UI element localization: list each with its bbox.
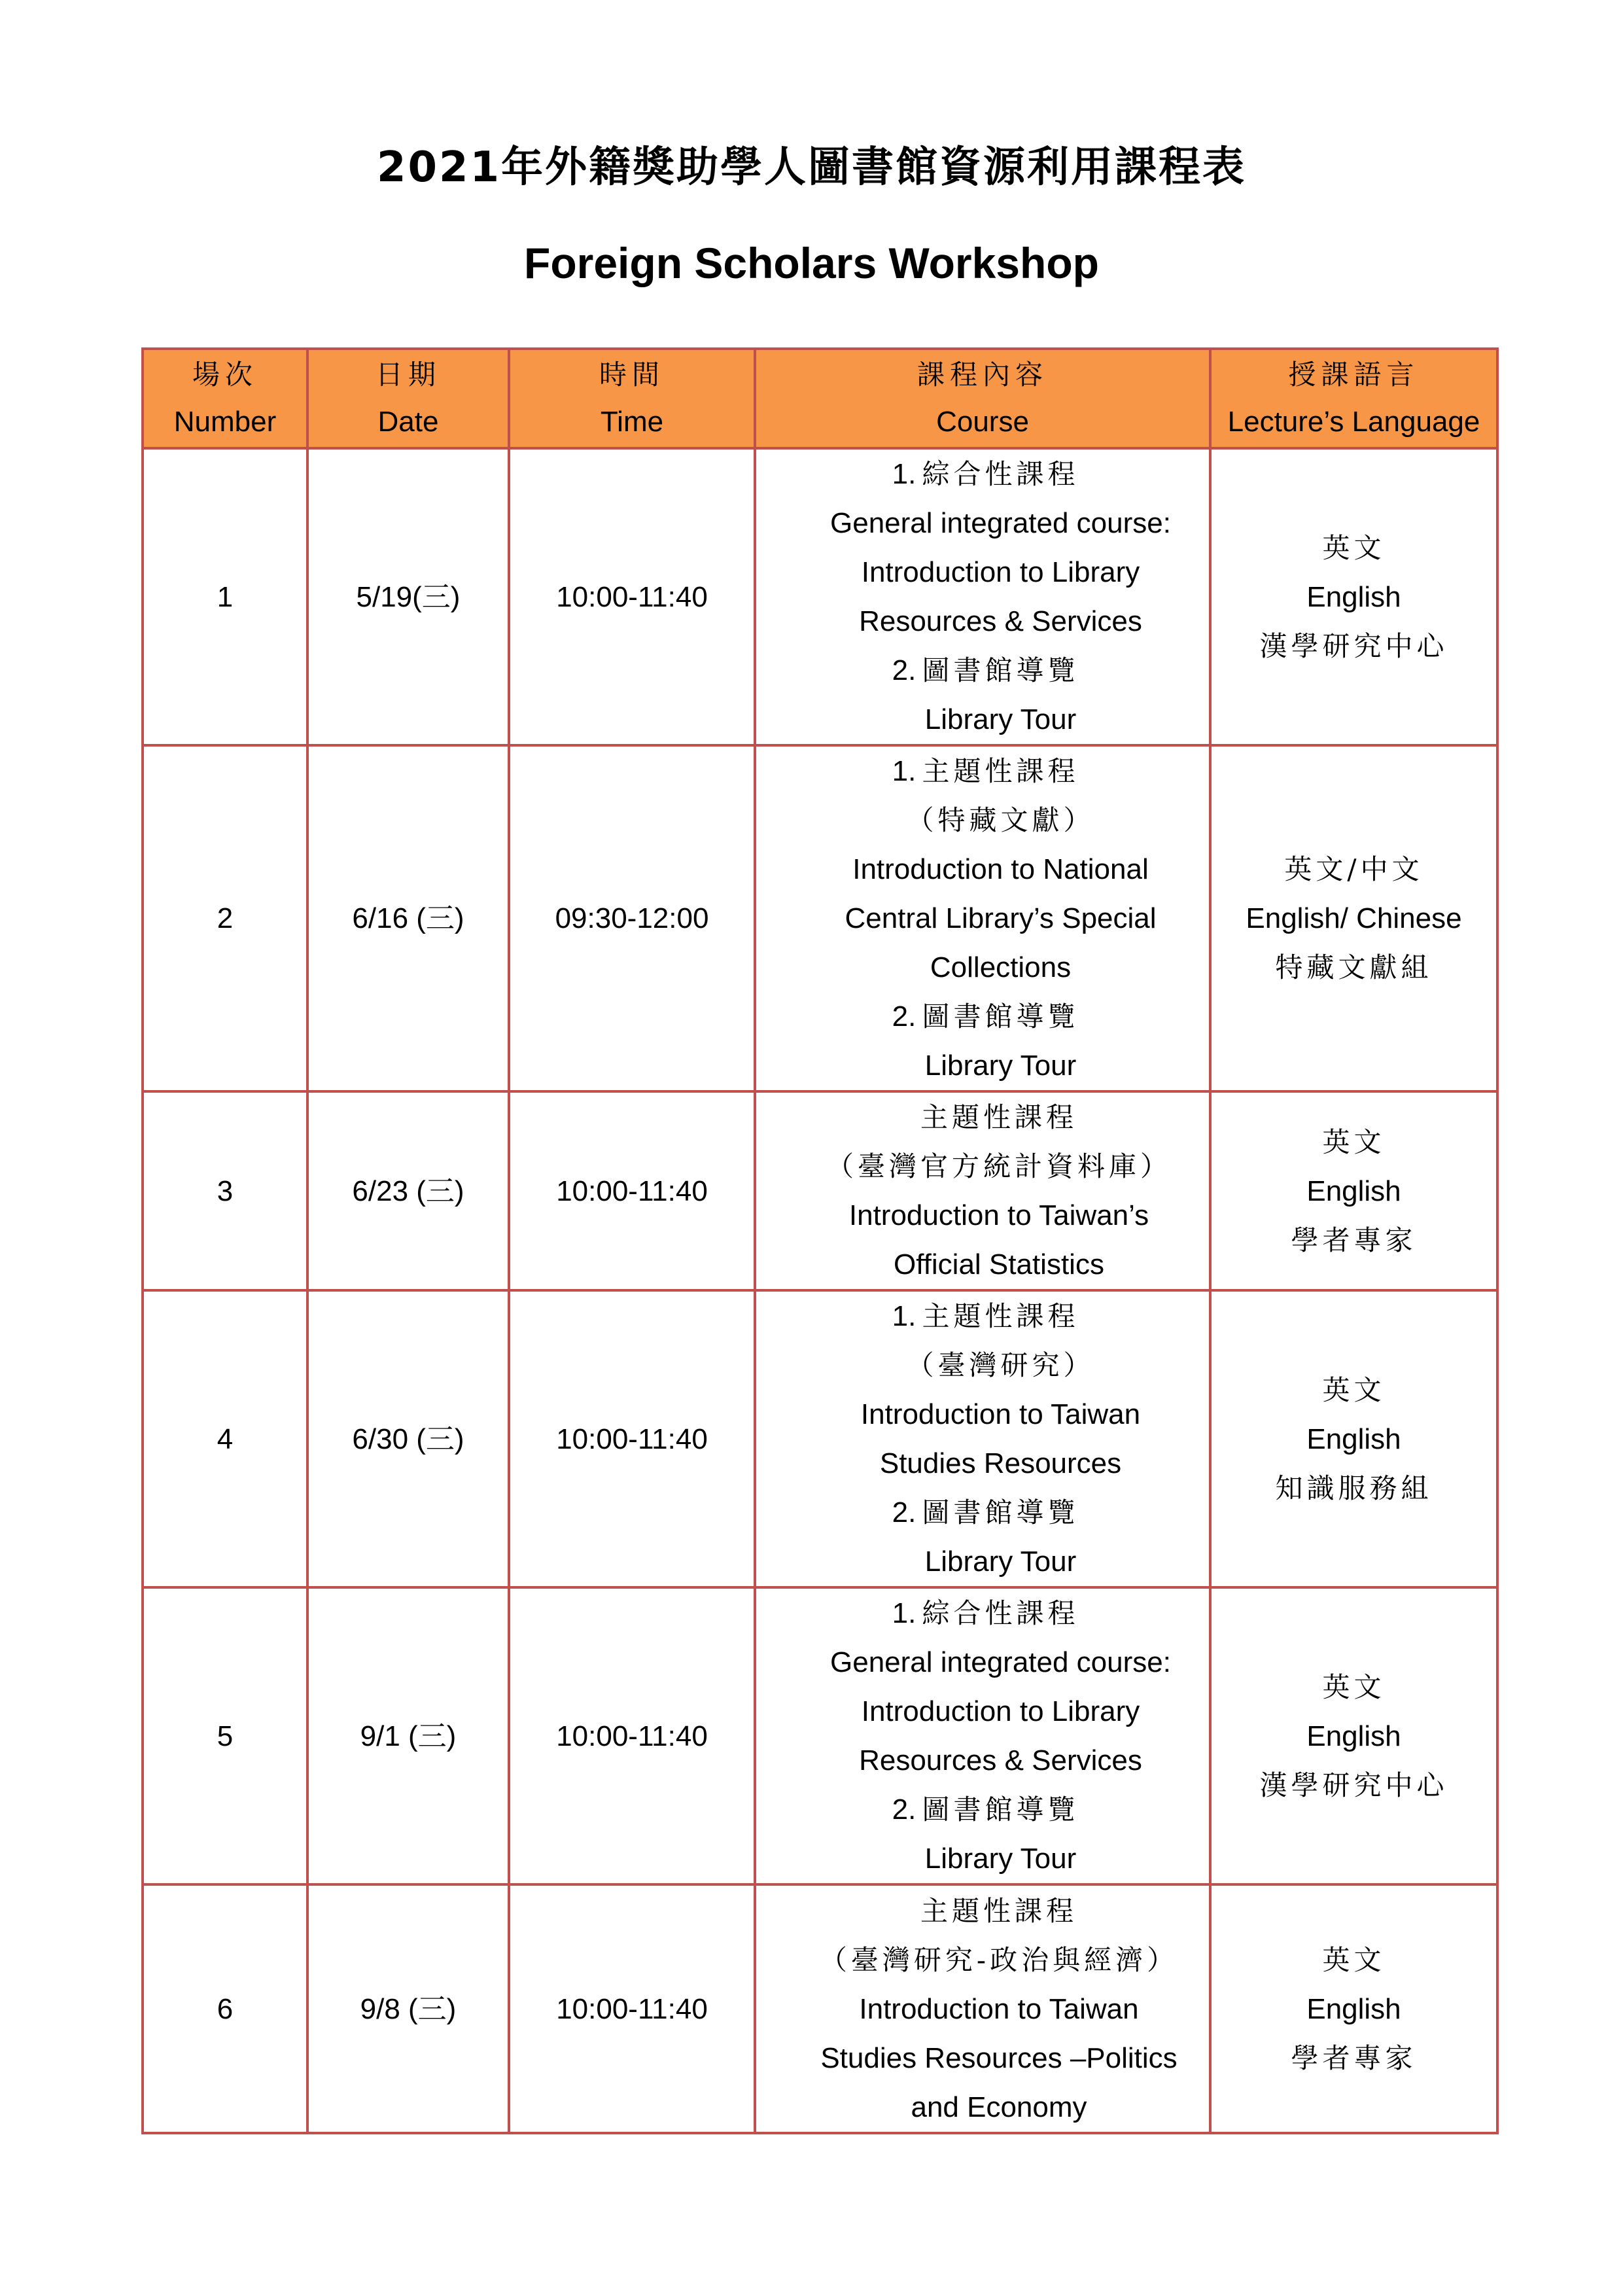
language-line: English [1306, 1992, 1401, 2025]
course-line [756, 2034, 1209, 2083]
course-line [756, 992, 1209, 1041]
session-time: 10:00-11:40 [509, 1884, 755, 2133]
course-line-text: Introduction to National [852, 853, 1149, 885]
page-title-chinese: 2021年外籍獎助學人圖書館資源利用課程表 [376, 143, 1247, 192]
session-number: 4 [143, 1290, 307, 1587]
course-line [756, 1638, 1209, 1687]
header-time-en: Time [600, 406, 664, 438]
course-line [756, 1439, 1209, 1488]
course-line-text: Introduction to Taiwan [859, 1992, 1139, 2025]
course-line [756, 499, 1209, 548]
course-line [756, 1488, 1209, 1537]
header-language-zh: 授課語言 [1288, 359, 1420, 391]
course-line-text: （臺灣研究） [906, 1349, 1095, 1381]
header-course-en: Course [936, 406, 1029, 438]
course-line-text: Library Tour [924, 703, 1077, 735]
header-course [755, 349, 1210, 448]
list-marker: 1. [892, 1300, 916, 1332]
course-line [756, 1935, 1209, 1985]
course-line [756, 1785, 1209, 1834]
table-row [143, 1091, 1497, 1290]
session-number: 2 [143, 745, 307, 1091]
session-number: 6 [143, 1884, 307, 2133]
language-line: 學者專家 [1291, 1224, 1417, 1256]
course-line [756, 1142, 1209, 1191]
course-line [756, 1886, 1209, 1935]
course-line [756, 597, 1209, 646]
course-line [756, 1736, 1209, 1785]
course-line-text: 主題性課程 [922, 1300, 1079, 1332]
language-line: 漢學研究中心 [1259, 1769, 1448, 1801]
session-number: 3 [143, 1091, 307, 1290]
course-line-text: Library Tour [924, 1843, 1077, 1875]
course-line [756, 747, 1209, 796]
language-line: 英文 [1322, 531, 1386, 564]
course-line-text: 主題性課程 [922, 755, 1079, 787]
header-time-zh: 時間 [599, 359, 665, 391]
session-time: 10:00-11:40 [509, 1290, 755, 1587]
language-line: 學者專家 [1291, 2041, 1417, 2074]
lecture-language [1210, 1290, 1497, 1587]
course-line-text: Introduction to Library [861, 1695, 1140, 1727]
session-date: 6/16 (三) [307, 745, 509, 1091]
course-line [756, 1589, 1209, 1638]
header-date [307, 349, 509, 448]
course-line-text: Central Library’s Special [845, 902, 1157, 934]
session-time: 10:00-11:40 [509, 1587, 755, 1884]
list-marker: 2. [892, 1000, 916, 1033]
course-line [756, 1093, 1209, 1142]
header-number-zh: 場次 [192, 359, 258, 391]
lecture-language [1210, 1091, 1497, 1290]
table-row [143, 745, 1497, 1091]
course-line [756, 796, 1209, 845]
course-line-text: Studies Resources [879, 1447, 1122, 1479]
session-time: 09:30-12:00 [509, 745, 755, 1091]
course-line [756, 1191, 1209, 1240]
course-content [755, 1587, 1210, 1884]
session-time: 10:00-11:40 [509, 1091, 755, 1290]
course-line-text: 主題性課程 [920, 1101, 1077, 1133]
course-line-text: 主題性課程 [920, 1894, 1077, 1927]
course-line-text: Library Tour [924, 1545, 1077, 1578]
lecture-language [1210, 1587, 1497, 1884]
course-line-text: 綜合性課程 [922, 1597, 1079, 1629]
session-date: 9/1 (三) [307, 1587, 509, 1884]
list-marker: 1. [892, 755, 916, 787]
course-line-text: （特藏文獻） [906, 804, 1095, 836]
language-line: 英文 [1322, 1943, 1386, 1976]
list-marker: 2. [892, 654, 916, 686]
course-line-text: Official Statistics [894, 1248, 1104, 1280]
course-content [755, 1290, 1210, 1587]
table-row [143, 1290, 1497, 1587]
language-line: 英文 [1322, 1670, 1386, 1703]
course-line [756, 1390, 1209, 1439]
table-row [143, 1587, 1497, 1884]
session-number: 5 [143, 1587, 307, 1884]
header-number [143, 349, 307, 448]
course-line-text: 圖書館導覽 [922, 654, 1079, 686]
header-course-zh: 課程內容 [916, 359, 1048, 391]
session-date: 9/8 (三) [307, 1884, 509, 2133]
course-line-text: General integrated course: [830, 1646, 1171, 1678]
course-line [756, 943, 1209, 992]
course-content [755, 448, 1210, 745]
session-number: 1 [143, 448, 307, 745]
session-time: 10:00-11:40 [509, 448, 755, 745]
language-line: 英文 [1322, 1125, 1386, 1158]
course-content [755, 1884, 1210, 2133]
page-header [0, 137, 1623, 302]
course-line [756, 646, 1209, 695]
course-line [756, 1292, 1209, 1341]
course-line [756, 1985, 1209, 2034]
language-line: 特藏文獻組 [1275, 951, 1433, 983]
language-line: English [1306, 1174, 1401, 1207]
course-line [756, 695, 1209, 744]
session-date: 5/19(三) [307, 448, 509, 745]
header-number-en: Number [173, 406, 277, 438]
language-line: 英文 [1322, 1373, 1386, 1406]
course-content [755, 1091, 1210, 1290]
course-line-text: General integrated course: [830, 507, 1171, 539]
course-line-text: 圖書館導覽 [922, 1000, 1079, 1033]
course-line-text: （臺灣官方統計資料庫） [826, 1150, 1172, 1182]
language-line: 英文/中文 [1284, 853, 1423, 885]
list-marker: 2. [892, 1496, 916, 1528]
course-line-text: Studies Resources –Politics [820, 2041, 1178, 2074]
course-line [756, 450, 1209, 499]
course-line-text: 綜合性課程 [922, 458, 1079, 490]
course-line [756, 1240, 1209, 1289]
course-line [756, 894, 1209, 943]
course-line [756, 2083, 1209, 2132]
course-line [756, 548, 1209, 597]
schedule-table [141, 347, 1499, 2134]
session-date: 6/23 (三) [307, 1091, 509, 1290]
course-content [755, 745, 1210, 1091]
page-title-english: Foreign Scholars Workshop [524, 239, 1099, 287]
list-marker: 2. [892, 1793, 916, 1826]
course-line-text: （臺灣研究-政治與經濟） [819, 1943, 1179, 1976]
course-line-text: Introduction to Library [861, 556, 1140, 588]
list-marker: 1. [892, 458, 916, 490]
course-line-text: 圖書館導覽 [922, 1496, 1079, 1528]
language-line: English [1306, 580, 1401, 613]
course-line-text: and Economy [911, 2091, 1087, 2123]
header-time [509, 349, 755, 448]
course-line-text: Resources & Services [859, 1744, 1142, 1776]
lecture-language [1210, 745, 1497, 1091]
header-language-en: Lecture’s Language [1227, 406, 1480, 438]
language-line: 漢學研究中心 [1259, 629, 1448, 662]
list-marker: 1. [892, 1597, 916, 1629]
table-row [143, 448, 1497, 745]
language-line: English/ Chinese [1246, 902, 1462, 934]
table-header-row [143, 349, 1497, 448]
header-date-zh: 日期 [375, 359, 441, 391]
language-line: 知識服務組 [1275, 1472, 1433, 1504]
course-line [756, 1041, 1209, 1090]
course-line [756, 1687, 1209, 1736]
course-line-text: Introduction to Taiwan’s [848, 1199, 1149, 1231]
language-line: English [1306, 1720, 1401, 1752]
course-line-text: 圖書館導覽 [922, 1793, 1079, 1826]
header-date-en: Date [377, 406, 439, 438]
course-line-text: Resources & Services [859, 605, 1142, 637]
language-line: English [1306, 1422, 1401, 1455]
course-line-text: Collections [930, 951, 1072, 983]
lecture-language [1210, 448, 1497, 745]
session-date: 6/30 (三) [307, 1290, 509, 1587]
course-line [756, 1537, 1209, 1586]
course-line [756, 1341, 1209, 1390]
course-line [756, 845, 1209, 894]
course-line [756, 1834, 1209, 1883]
course-line-text: Introduction to Taiwan [860, 1398, 1141, 1430]
table-row [143, 1884, 1497, 2133]
lecture-language [1210, 1884, 1497, 2133]
course-line-text: Library Tour [924, 1050, 1077, 1082]
header-language [1210, 349, 1497, 448]
